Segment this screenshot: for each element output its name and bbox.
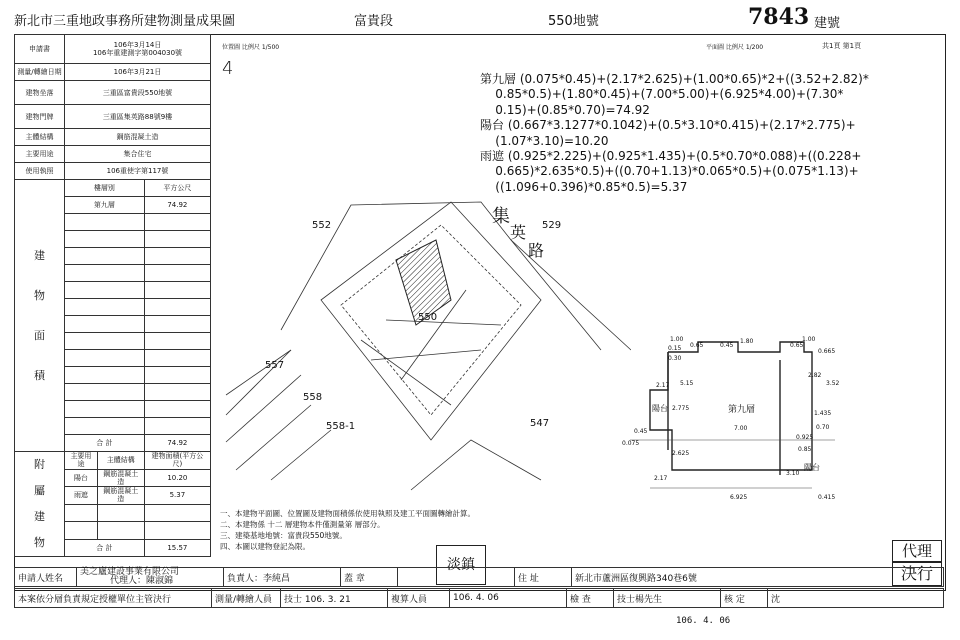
floor-area: 74.92: [144, 197, 210, 214]
info-value: 集合住宅: [65, 146, 211, 163]
surveyor-signature: 技士 106. 3. 21: [281, 589, 388, 608]
site-map-scale: 位置圖 比例尺 1/500: [222, 44, 280, 51]
reviewer-label: 複算人員: [388, 589, 450, 608]
room-label: 第九層: [728, 405, 756, 415]
info-value: 鋼筋混凝土造: [65, 129, 211, 146]
attached-side-label: 附 屬 建 物: [15, 452, 65, 557]
attached-use-header: 主要用途: [65, 452, 98, 470]
dim-label: 0.665: [818, 348, 836, 355]
info-value: 106重使字第117號: [65, 163, 211, 180]
authorization-text: 本案依分層負責規定授權單位主管決行: [15, 589, 212, 608]
dim-label: 0.45: [634, 428, 648, 435]
dim-label: 7.00: [734, 425, 748, 432]
decision-stamp: 決行: [892, 562, 942, 586]
lot-label: 550: [418, 312, 438, 323]
road-char: 集: [492, 206, 510, 227]
dim-label: 0.30: [668, 355, 682, 362]
final-date: 106. 4. 06: [676, 616, 731, 626]
info-value: 三重區集英路88號9樓: [65, 105, 211, 129]
lot-label: 529: [542, 220, 562, 231]
dim-label: 2.82: [808, 372, 822, 379]
dim-label: 1.00: [670, 336, 684, 343]
attached-total-label: 合 計: [65, 539, 145, 557]
info-label: 測量/轉繪日期: [15, 64, 65, 81]
info-label: 主要用途: [15, 146, 65, 163]
approve-signature: 沈: [768, 589, 944, 608]
area-side-label: 建 物 面 積: [15, 180, 65, 452]
reviewer-date: 106. 4. 06: [450, 589, 567, 608]
dim-label: 2.625: [672, 450, 690, 457]
surveyor-label: 測量/轉繪人員: [212, 589, 281, 608]
dim-label: 0.85: [798, 446, 812, 453]
dim-label: 2.775: [672, 405, 690, 412]
dim-label: 5.15: [680, 380, 694, 387]
area-calculation: 第九層 (0.075*0.45)+(2.17*2.625)+(1.00*0.65)*2+((3.52+2.82)* 0.85*0.5)+(1.80*0.45)+(7.00*5.00)+(6.925*4.00)+(7.30* 0.15)+(0.85*0.70)=74.92 陽台 (0.667*3.1277*0.1042)+(0.5*3.10*0.415)+(2.17*2.775)+ (1.07*3.10)=10.20 雨遮 (0.925*2.225)+(0.925*1.435)+(0.5*0.70*0.088)+((0.228+ 0.665)*2.635*0.5)+((0.70+1.13)*0.065*0.5)+(0.075*1.13)+ ((1.096+0.396)*0.85*0.5)=5.37: [480, 72, 869, 194]
info-value: 106年3月21日: [65, 64, 211, 81]
check-signature: 技士楊先生: [614, 589, 721, 608]
address-label: 住 址: [515, 568, 572, 587]
site-map: [211, 180, 631, 500]
applicant-name: 美之廬建設事業有限公司 代理人：陳淑錦: [77, 568, 224, 587]
attached-total: 15.57: [144, 539, 210, 557]
floor-name: 第九層: [65, 197, 145, 214]
lot-number: 550地號: [548, 14, 599, 29]
dim-label: 2.17: [656, 382, 670, 389]
approve-label: 核 定: [721, 589, 768, 608]
dim-label: 1.80: [740, 338, 754, 345]
page-count: 共1頁 第1頁: [822, 42, 862, 50]
seal-label: 蓋 章: [341, 568, 398, 587]
dim-label: 0.65: [690, 342, 704, 349]
lot-label: 557: [265, 360, 285, 371]
check-label: 檢 查: [567, 589, 614, 608]
proxy-stamp: 代理: [892, 540, 942, 562]
attached-use: 雨遮: [65, 487, 98, 505]
area-total: 74.92: [144, 435, 210, 452]
dim-label: 0.65: [790, 342, 804, 349]
agent-seal: 淡鎮: [436, 545, 486, 585]
document-title: 新北市三重地政事務所建物測量成果圖: [14, 14, 236, 29]
dim-label: 0.075: [622, 440, 640, 447]
balcony-label: 陽台: [804, 463, 820, 472]
owner-name: 負責人：李純昌: [224, 568, 341, 587]
lot-label: 558: [303, 392, 323, 403]
info-label: 使用執照: [15, 163, 65, 180]
dim-label: 1.435: [814, 410, 832, 417]
dim-label: 1.00: [802, 336, 816, 343]
info-label: 主體結構: [15, 129, 65, 146]
dim-label: 6.925: [730, 494, 748, 501]
attached-area: 10.20: [144, 469, 210, 487]
dim-label: 0.415: [818, 494, 836, 501]
building-number: 7843: [748, 4, 810, 30]
attached-struct-header: 主體結構: [97, 452, 144, 470]
address: 新北市蘆洲區復興路340巷6號: [572, 568, 944, 587]
info-label: 建物坐落: [15, 81, 65, 105]
area-total-label: 合 計: [65, 435, 145, 452]
info-value: 106年3月14日 106年重建測字第004030號: [65, 35, 211, 64]
road-char: 路: [528, 241, 545, 260]
dim-label: 0.15: [668, 345, 682, 352]
dim-label: 0.70: [816, 424, 830, 431]
dim-label: 0.925: [796, 434, 814, 441]
lot-label: 547: [530, 418, 550, 429]
approval-table: [14, 588, 944, 608]
info-value: 三重區富貴段550地號: [65, 81, 211, 105]
attached-struct: 鋼筋混凝土造: [97, 469, 144, 487]
dim-label: 3.10: [786, 470, 800, 477]
section-name: 富貴段: [354, 14, 394, 29]
building-number-suffix: 建號: [814, 16, 841, 31]
applicant-label: 申請人姓名: [15, 568, 77, 587]
notes: 一、本建物平面圖、位置圖及建物面積係依使用執照及建工平面圖轉繪計算。 二、本建物係 十二 層建物本件僅測量第 層部分。 三、建築基地地號：富貴段550地號。 四、本圖以建物登記為限。: [220, 509, 475, 551]
lot-label: 558-1: [326, 421, 356, 432]
floor-header: 樓層別: [65, 180, 145, 197]
signature-table: [14, 567, 944, 587]
balcony-label: 陽台: [652, 404, 668, 413]
attached-area-header: 建物面積(平方公尺): [144, 452, 210, 470]
info-label: 申請書: [15, 35, 65, 64]
attached-area: 5.37: [144, 487, 210, 505]
dim-label: 0.45: [720, 342, 734, 349]
building-info-table: [14, 34, 211, 557]
unit-header: 平方公尺: [144, 180, 210, 197]
dim-label: 2.17: [654, 475, 668, 482]
floor-plan-scale: 平面圖 比例尺 1/200: [706, 44, 764, 51]
attached-use: 陽台: [65, 469, 98, 487]
road-char: 英: [510, 223, 527, 242]
info-label: 建物門牌: [15, 105, 65, 129]
north-arrow-label: 4: [222, 58, 234, 79]
lot-label: 552: [312, 220, 332, 231]
attached-struct: 鋼筋混凝土造: [97, 487, 144, 505]
dim-label: 3.52: [826, 380, 840, 387]
